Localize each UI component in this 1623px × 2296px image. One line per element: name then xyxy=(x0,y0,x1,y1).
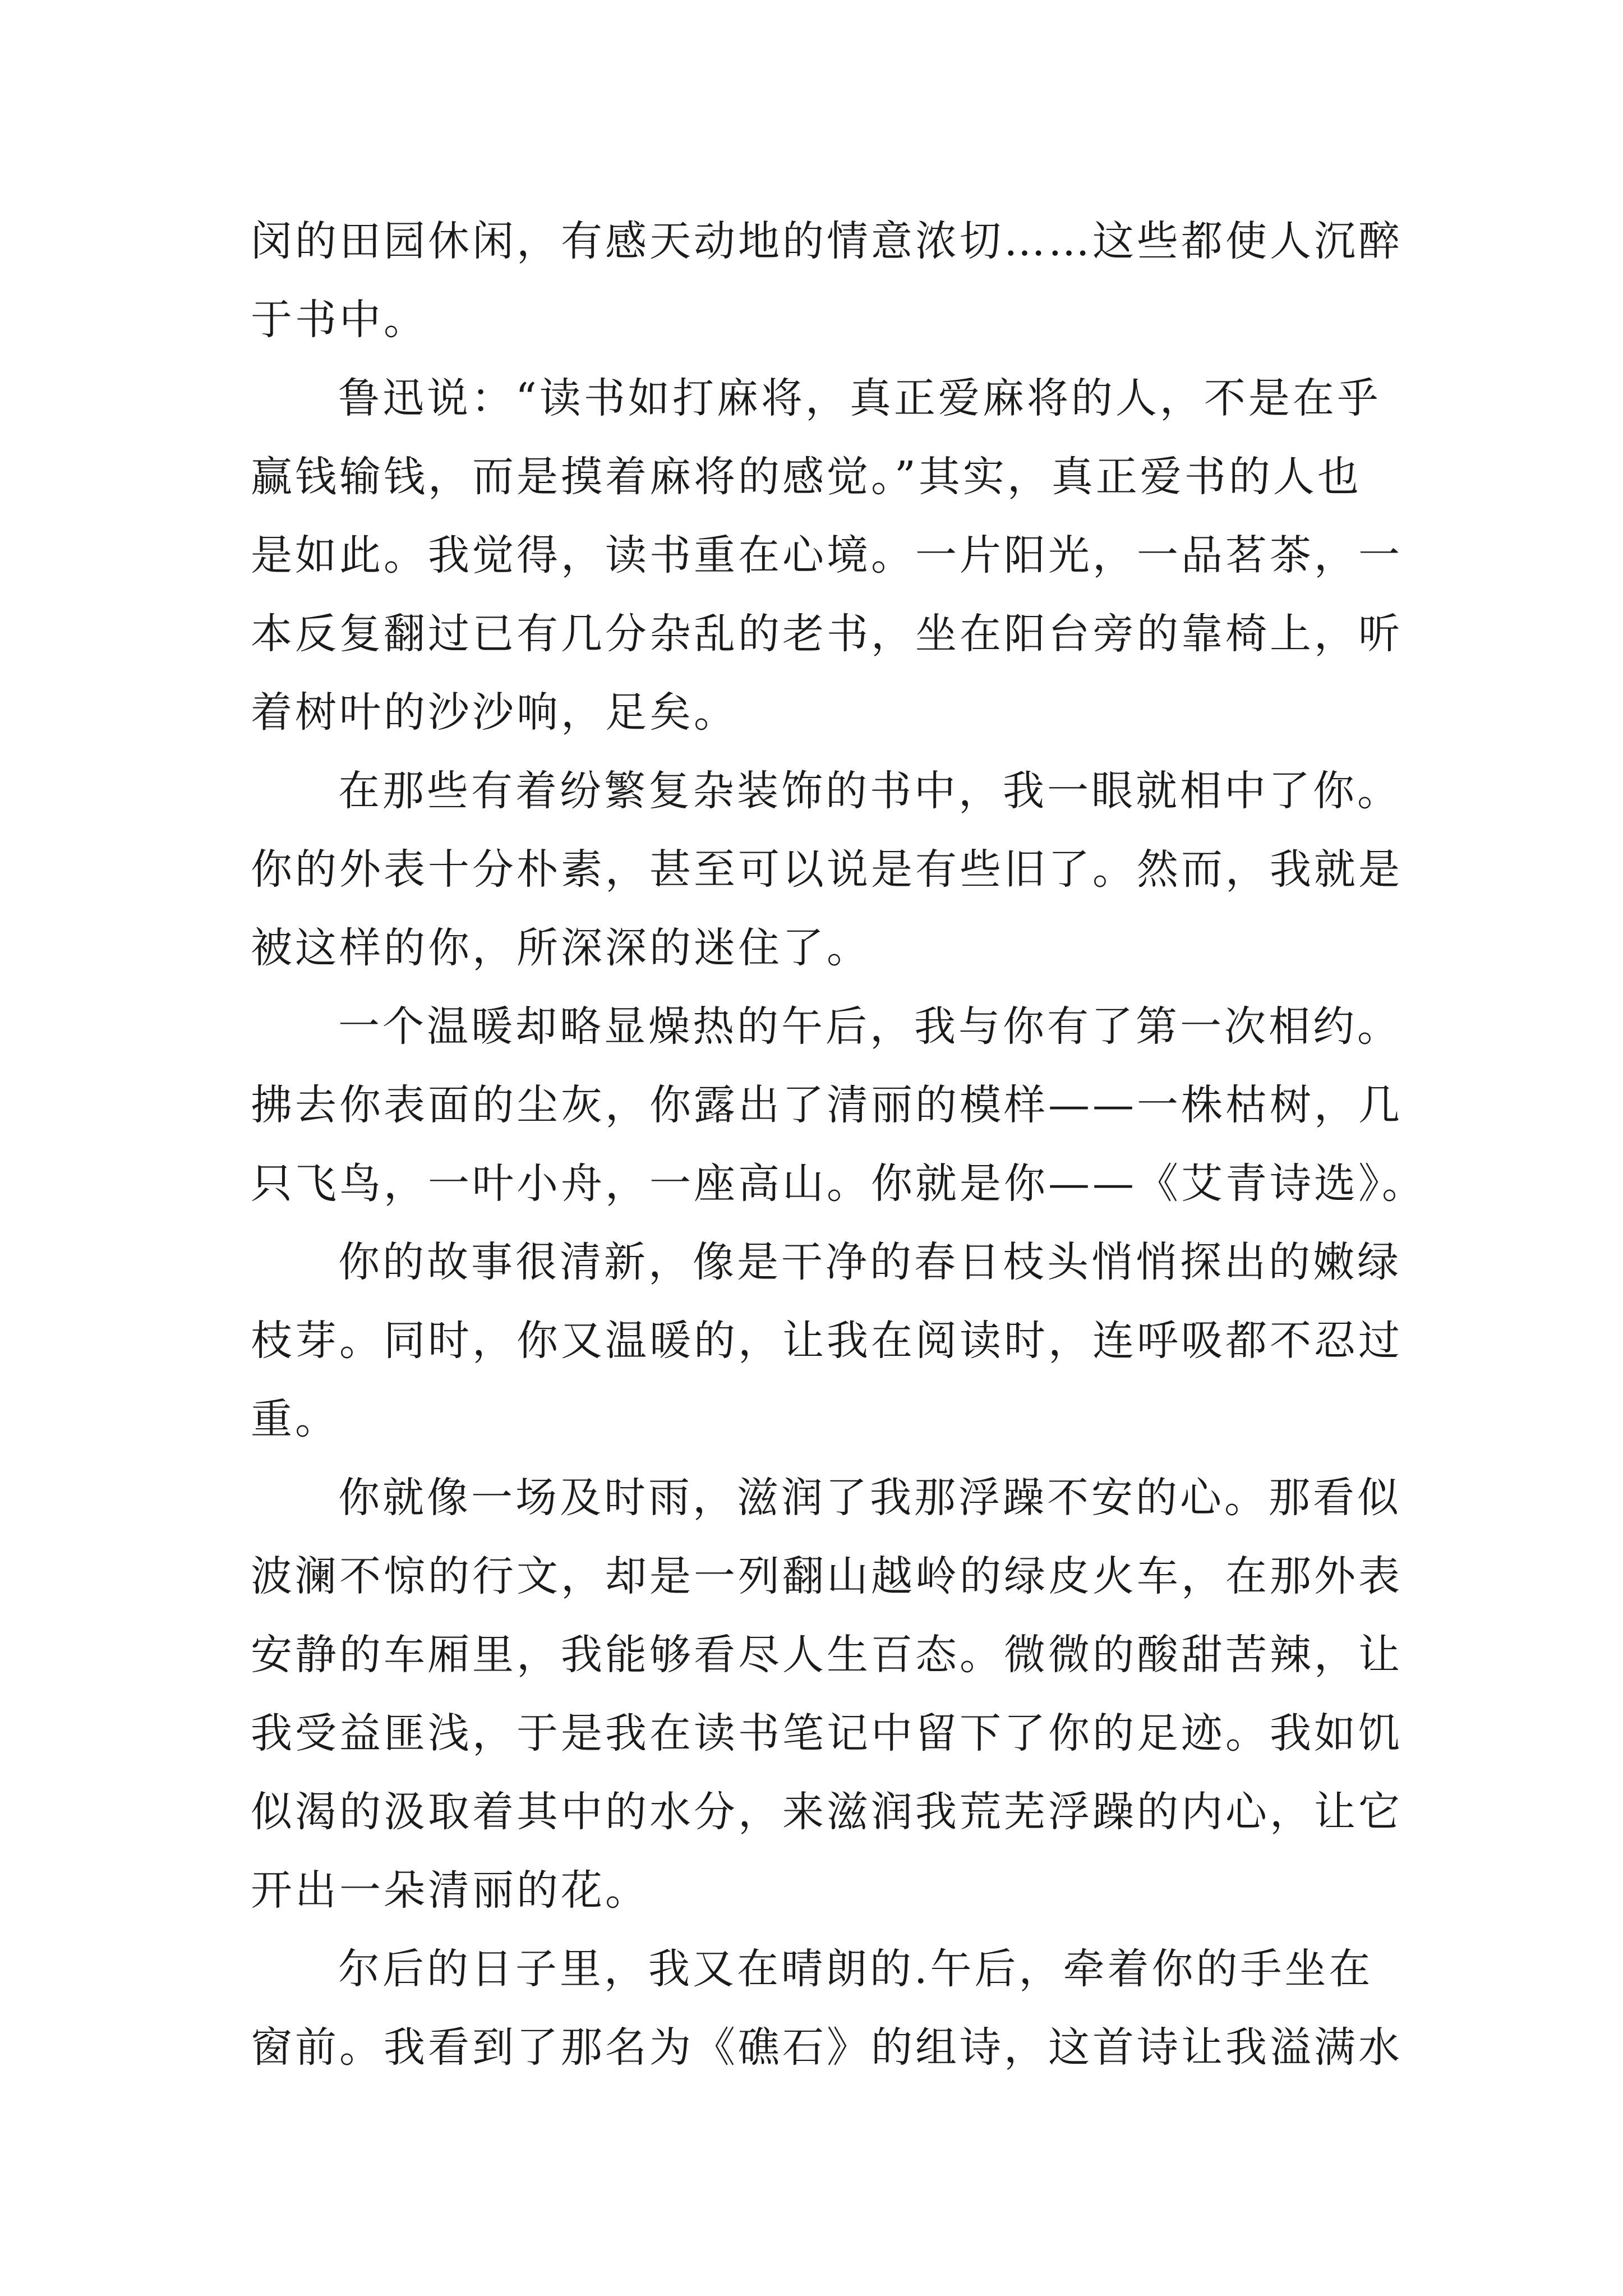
text-line: 我受益匪浅，于是我在读书笔记中留下了你的足迹。我如饥 xyxy=(251,1709,1403,1757)
text-line: 窗前。我看到了那名为《礁石》的组诗，这首诗让我溢满水 xyxy=(251,2023,1403,2072)
text-line: 安静的车厢里，我能够看尽人生百态。微微的酸甜苦辣，让 xyxy=(251,1631,1403,1679)
text-line: 似渴的汲取着其中的水分，来滋润我荒芜浮躁的内心，让它 xyxy=(251,1788,1403,1836)
text-line: 波澜不惊的行文，却是一列翻山越岭的绿皮火车，在那外表 xyxy=(251,1552,1403,1600)
text-line: 开出一朵清丽的花。 xyxy=(251,1866,649,1915)
paragraph-start-line: 一个温暖却略显燥热的午后，我与你有了第一次相约。 xyxy=(338,1002,1401,1051)
text-line: 你的外表十分朴素，甚至可以说是有些旧了。然而，我就是 xyxy=(251,845,1403,894)
text-line: 只飞鸟，一叶小舟，一座高山。你就是你——《艾青诗选》。 xyxy=(251,1159,1426,1208)
text-line: 是如此。我觉得，读书重在心境。一片阳光，一品茗茶，一 xyxy=(251,531,1403,579)
text-line: 拂去你表面的尘灰，你露出了清丽的模样——一株枯树，几 xyxy=(251,1081,1403,1129)
body-text xyxy=(251,202,1426,2087)
text-line: 闵的田园休闲，有感天动地的情意浓切……这些都使人沉醉 xyxy=(251,217,1403,265)
paragraph-start-line: 你就像一场及时雨，滋润了我那浮躁不安的心。那看似 xyxy=(338,1474,1401,1522)
text-line: 被这样的你，所深深的迷住了。 xyxy=(251,924,871,972)
paragraph-start-line: 在那些有着纷繁复杂装饰的书中，我一眼就相中了你。 xyxy=(338,767,1401,815)
text-line: 着树叶的沙沙响，足矣。 xyxy=(251,688,738,737)
paragraph-start-line: 你的故事很清新，像是干净的春日枝头悄悄探出的嫩绿 xyxy=(338,1238,1401,1286)
text-line: 本反复翻过已有几分杂乱的老书，坐在阳台旁的靠椅上，听 xyxy=(251,610,1403,658)
paragraph-start-line: 鲁迅说：“读书如打麻将，真正爱麻将的人，不是在乎 xyxy=(338,374,1381,422)
text-line: 于书中。 xyxy=(251,296,428,344)
text-line: 枝芽。同时，你又温暖的，让我在阅读时，连呼吸都不忍过 xyxy=(251,1317,1403,1365)
text-line: 重。 xyxy=(251,1395,339,1443)
paragraph-start-line: 尔后的日子里，我又在晴朗的.午后，牵着你的手坐在 xyxy=(338,1945,1373,1993)
text-line: 赢钱输钱，而是摸着麻将的感觉。”其实，真正爱书的人也 xyxy=(251,453,1362,501)
